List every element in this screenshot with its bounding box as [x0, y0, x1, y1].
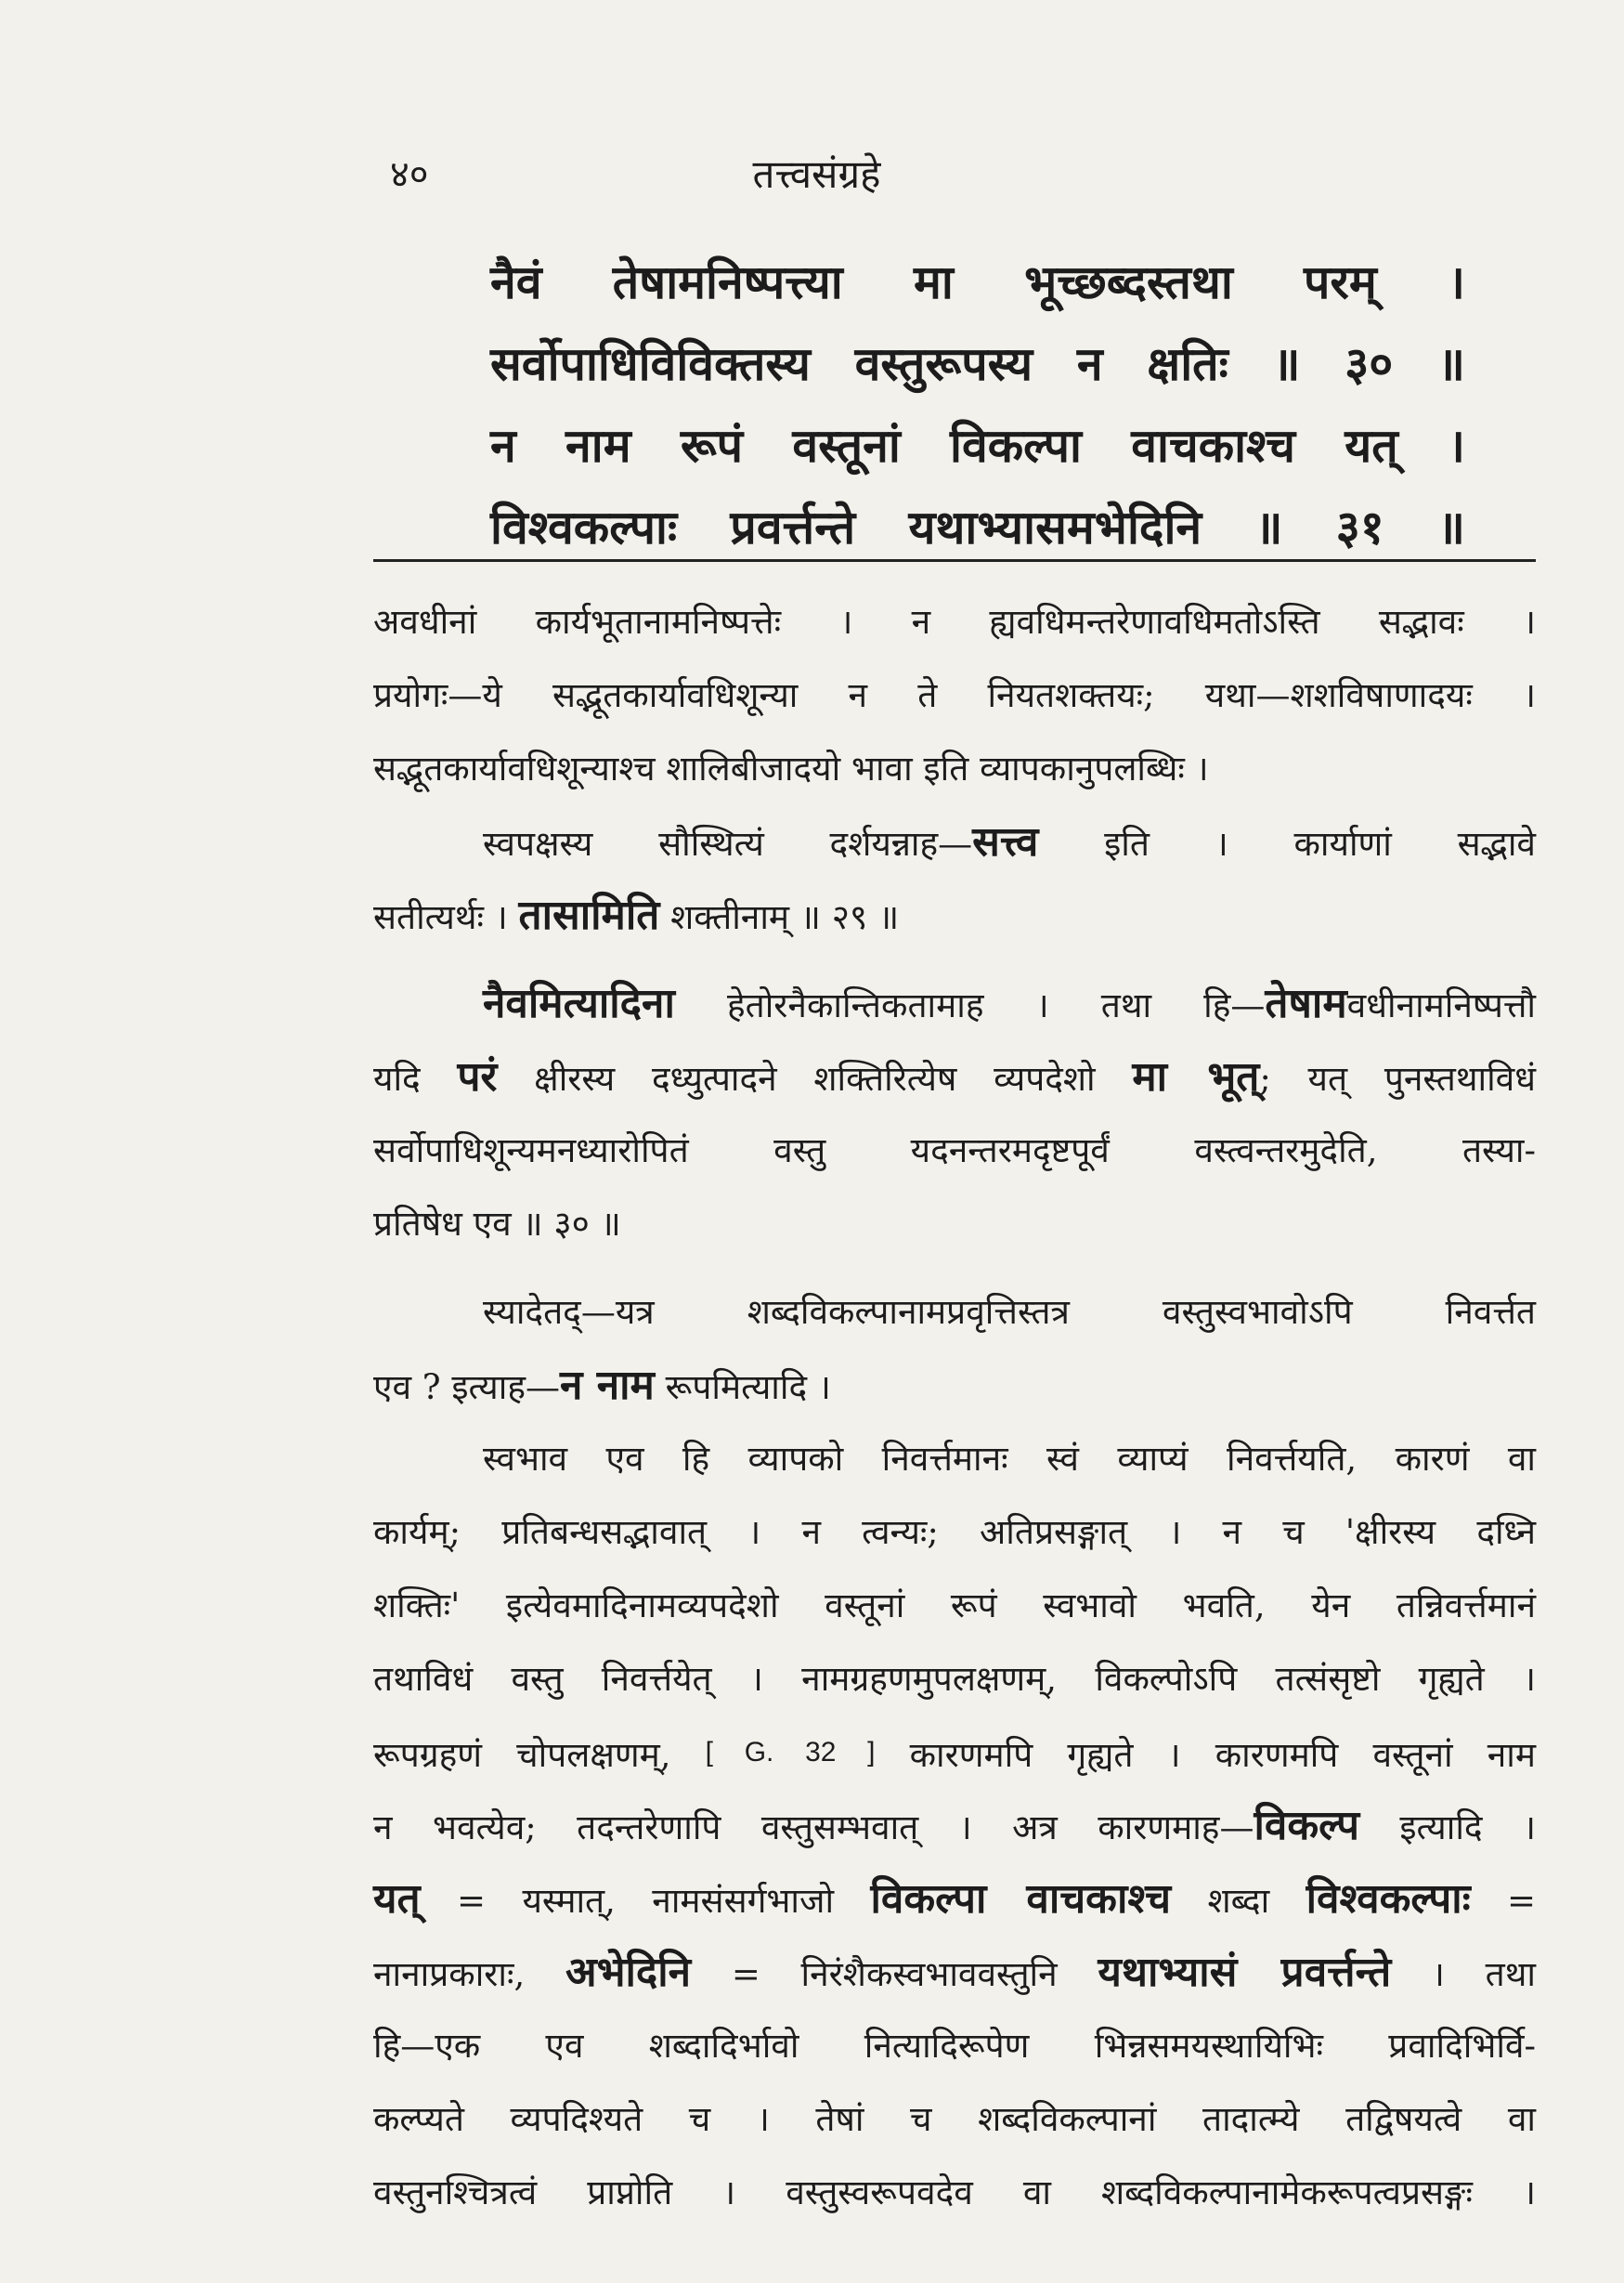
text-span: = निरंशैकस्वभाववस्तुनि: [731, 1954, 1058, 1994]
commentary-line: हि—एक एव शब्दादिर्भावो नित्यादिरूपेण भिन्नसमयस्थायिभिः प्रवादिभिर्वि-: [373, 2026, 1536, 2066]
bold-term: यथाभ्यासं प्रवर्त्तन्ते: [1098, 1949, 1392, 1996]
bold-term: विश्वकल्पाः: [1306, 1875, 1471, 1923]
text-span: एव ? इत्याह—: [373, 1367, 560, 1407]
bold-term: तेषाम: [1265, 980, 1347, 1027]
running-title: तत्त्वसंग्रहे: [752, 151, 881, 197]
text-span: = यस्मात्, नामसंसर्गभाजो: [457, 1881, 835, 1921]
text-span: रूपमित्यादि ।: [665, 1367, 831, 1407]
commentary-line: स्यादेतद्—यत्र शब्दविकल्पानामप्रवृत्तिस्तत्र वस्तुस्वभावोऽपि निवर्त्तत: [483, 1292, 1536, 1332]
bold-term: विकल्प: [1254, 1802, 1359, 1849]
commentary-line: वस्तुनश्चित्रत्वं प्राप्नोति । वस्तुस्वरूपवदेव वा शब्दविकल्पानामेकरूपत्वप्रसङ्गः ।: [373, 2172, 1536, 2212]
bold-term: विकल्पा वाचकाश्च: [870, 1875, 1172, 1923]
page-header: [0, 147, 1624, 202]
bold-term: यत्: [373, 1875, 421, 1923]
bold-term: सत्त्व: [972, 818, 1039, 866]
bold-term: परं: [457, 1053, 498, 1101]
commentary-line: [373, 1040, 1536, 1114]
text-span: =: [1507, 1881, 1537, 1921]
text-span: न भवत्येव; तदन्तरेणापि वस्तुसम्भवात् । अत्र कारणमाह—: [373, 1807, 1254, 1847]
text-span: शब्दा: [1207, 1881, 1270, 1921]
page-number: ४०: [390, 153, 429, 196]
commentary-paragraph: [373, 1422, 1536, 2229]
commentary-block: [373, 585, 1536, 2229]
verse-line: न नाम रूपं वस्तूनां विकल्पा वाचकाश्च यत् ।: [490, 418, 1465, 473]
bold-term: अभेदिनि: [565, 1949, 692, 1996]
bold-term: मा भूत्: [1132, 1053, 1260, 1101]
commentary-line: [373, 1936, 1536, 2009]
commentary-line: [373, 967, 1536, 1040]
commentary-line: [373, 1716, 1536, 1789]
commentary-line: प्रतिषेध एव ॥ ३० ॥: [373, 1204, 621, 1244]
text-span: हेतोरनैकान्तिकतामाह । तथा हि—: [726, 985, 1266, 1025]
commentary-paragraph: [373, 585, 1536, 805]
text-span: स्वपक्षस्य सौस्थित्यं दर्शयन्नाह—: [483, 824, 973, 864]
commentary-line: शक्तिः' इत्येवमादिनामव्यपदेशो वस्तूनां रूपं स्वभावो भवति, येन तन्निवर्त्तमानं: [373, 1585, 1536, 1625]
commentary-line: तथाविधं वस्तु निवर्त्तयेत् । नामग्रहणमुपलक्षणम्, विकल्पोऽपि तत्संसृष्टो गृह्यते ।: [373, 1659, 1536, 1699]
text-span: कारणमपि गृह्यते । कारणमपि वस्तूनां नाम: [909, 1735, 1537, 1775]
commentary-line: कल्प्यते व्यपदिश्यते च । तेषां च शब्दविकल्पानां तादात्म्ये तद्विषयत्वे वा: [373, 2099, 1536, 2139]
commentary-line: प्रयोगः—ये सद्भूतकार्यावधिशून्या न ते नियतशक्तयः; यथा—शशविषाणादयः ।: [373, 675, 1536, 715]
verse-block: [490, 241, 1465, 568]
commentary-line: [373, 1349, 1536, 1422]
commentary-line: स्वभाव एव हि व्यापको निवर्त्तमानः स्वं व्याप्यं निवर्त्तयति, कारणं वा: [483, 1439, 1536, 1479]
commentary-line: कार्यम्; प्रतिबन्धसद्भावात् । न त्वन्यः; अतिप्रसङ्गात् । न च 'क्षीरस्य दध्नि: [373, 1512, 1536, 1552]
text-span: इत्यादि ।: [1399, 1807, 1536, 1847]
verse-line: सर्वोपाधिविविक्तस्य वस्तुरूपस्य न क्षतिः ॥ ३० ॥: [490, 336, 1465, 391]
bold-term: नैवमित्यादिना: [483, 980, 675, 1027]
bold-term: तासामिति: [518, 892, 660, 939]
commentary-line: सद्भूतकार्यावधिशून्याश्च शालिबीजादयो भावा इति व्यापकानुपलब्धिः ।: [373, 749, 1209, 789]
text-span: शक्तीनाम् ॥ २९ ॥: [670, 897, 900, 937]
edition-page-reference: [ G. 32 ]: [705, 1737, 876, 1768]
verse-line: विश्वकल्पाः प्रवर्त्तन्ते यथाभ्यासमभेदिनि ॥ ३१ ॥: [490, 500, 1465, 554]
text-span: नानाप्रकाराः,: [373, 1954, 526, 1994]
text-span: रूपग्रहणं चोपलक्षणम्,: [373, 1735, 671, 1775]
commentary-line: [373, 879, 1536, 952]
verse-line: नैवं तेषामनिष्पत्त्या मा भूच्छब्दस्तथा परम् ।: [490, 254, 1465, 309]
commentary-paragraph: [373, 967, 1536, 1260]
commentary-line: अवधीनां कार्यभूतानामनिष्पत्तेः । न ह्यवधिमन्तरेणावधिमतोऽस्ति सद्भावः ।: [373, 602, 1536, 642]
commentary-paragraph: [373, 1275, 1536, 1422]
text-span: यदि: [373, 1059, 421, 1099]
text-span: सतीत्यर्थः ।: [373, 897, 508, 937]
text-span: ; यत् पुनस्तथाविधं: [1259, 1059, 1536, 1099]
bold-term: न नाम: [559, 1362, 655, 1409]
commentary-line: [373, 1862, 1536, 1936]
commentary-line: [373, 1789, 1536, 1862]
text-span: । तथा: [1431, 1954, 1536, 1994]
verse-divider: [373, 559, 1536, 562]
commentary-line: सर्वोपाधिशून्यमनध्यारोपितं वस्तु यदनन्तरमदृष्टपूर्वं वस्त्वन्तरमुदेति, तस्या-: [373, 1130, 1536, 1170]
text-span: क्षीरस्य दध्युत्पादने शक्तिरित्येष व्यपदेशो: [534, 1059, 1096, 1099]
commentary-line: [373, 805, 1536, 879]
text-span: वधीनामनिष्पत्तौ: [1346, 985, 1536, 1025]
text-span: इति । कार्याणां सद्भावे: [1104, 824, 1536, 864]
commentary-paragraph: [373, 805, 1536, 952]
